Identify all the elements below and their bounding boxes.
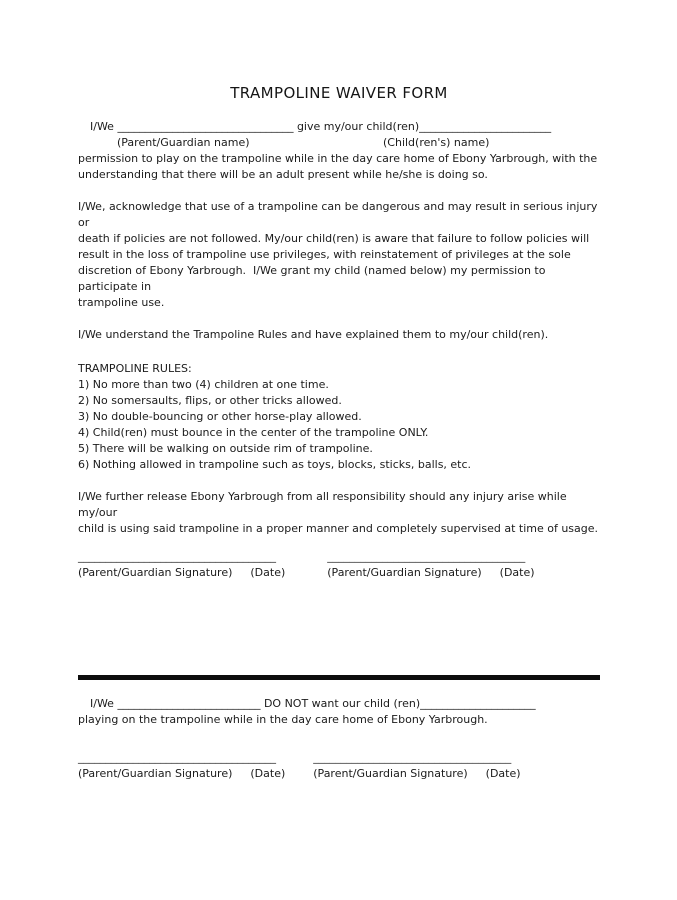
section-divider [78, 675, 600, 680]
rule-item: 2) No somersaults, flips, or other tricks allowed. [78, 394, 342, 407]
rule-item: 1) No more than two (4) children at one time. [78, 378, 329, 391]
fill-in-labels-row [78, 135, 600, 151]
signature-block [78, 750, 285, 782]
acknowledgement-line: death if policies are not followed. My/our child(ren) is aware that failure to follow policies will [78, 232, 590, 245]
signature-date-label: (Date) [250, 566, 286, 579]
signature-name-label: (Parent/Guardian Signature) [78, 767, 233, 780]
acknowledgement-line: I/We, acknowledge that use of a trampoline can be dangerous and may result in serious injury or [78, 200, 601, 229]
signature-date-label: (Date) [499, 566, 535, 579]
consent-text-line: permission to play on the trampoline while in the day care home of Ebony Yarbrough, with the [78, 152, 598, 165]
refusal-section [78, 696, 600, 728]
refusal-signature-row [78, 750, 600, 782]
signature-labels [313, 766, 520, 782]
release-line: child is using said trampoline in a proper manner and completely supervised at time of usage. [78, 522, 599, 535]
signature-name-label: (Parent/Guardian Signature) [327, 566, 482, 579]
document-title: TRAMPOLINE WAIVER FORM [230, 84, 448, 102]
release-paragraph [78, 489, 600, 537]
signature-block [78, 549, 285, 581]
signature-line: ____________________________________ [327, 550, 526, 563]
refusal-fill-in-line: I/We __________________________ DO NOT want our child (ren)_____________________ [90, 697, 536, 710]
rules-heading: TRAMPOLINE RULES: [78, 362, 192, 375]
consent-fill-in-line: I/We ________________________________ give my/our child(ren)________________________ [90, 120, 552, 133]
acknowledgement-paragraph [78, 199, 600, 311]
rules-understanding-line: I/We understand the Trampoline Rules and have explained them to my/our child(ren). [78, 328, 549, 341]
signature-block [327, 549, 534, 581]
rules-understanding-paragraph [78, 327, 600, 343]
signature-block [313, 750, 520, 782]
child-name-label: (Child(ren's) name) [383, 136, 490, 149]
rule-item: 6) Nothing allowed in trampoline such as toys, blocks, sticks, balls, etc. [78, 458, 472, 471]
signature-date-label: (Date) [250, 767, 286, 780]
parent-guardian-name-label: (Parent/Guardian name) [117, 136, 250, 149]
consent-text-line: understanding that there will be an adult present while he/she is doing so. [78, 168, 488, 181]
consent-signature-row [78, 549, 600, 581]
rule-item: 4) Child(ren) must bounce in the center of the trampoline ONLY. [78, 426, 429, 439]
rules-list [78, 377, 600, 473]
refusal-text-line: playing on the trampoline while in the day care home of Ebony Yarbrough. [78, 713, 488, 726]
acknowledgement-line: result in the loss of trampoline use privileges, with reinstatement of privileges at the sole [78, 248, 571, 261]
signature-date-label: (Date) [485, 767, 521, 780]
acknowledgement-line: discretion of Ebony Yarbrough. I/We grant my child (named below) my permission to participate in [78, 264, 549, 293]
acknowledgement-line: trampoline use. [78, 296, 165, 309]
rule-item: 5) There will be walking on outside rim of trampoline. [78, 442, 373, 455]
rule-item: 3) No double-bouncing or other horse-play allowed. [78, 410, 362, 423]
consent-intro-section [78, 119, 600, 183]
signature-labels [78, 565, 285, 581]
signature-labels [78, 766, 285, 782]
release-line: I/We further release Ebony Yarbrough from all responsibility should any injury arise while my/our [78, 490, 571, 519]
signature-labels [327, 565, 534, 581]
signature-name-label: (Parent/Guardian Signature) [313, 767, 468, 780]
signature-line: ____________________________________ [78, 751, 276, 764]
signature-line: ____________________________________ [78, 550, 276, 563]
signature-line: ____________________________________ [313, 751, 512, 764]
signature-name-label: (Parent/Guardian Signature) [78, 566, 233, 579]
